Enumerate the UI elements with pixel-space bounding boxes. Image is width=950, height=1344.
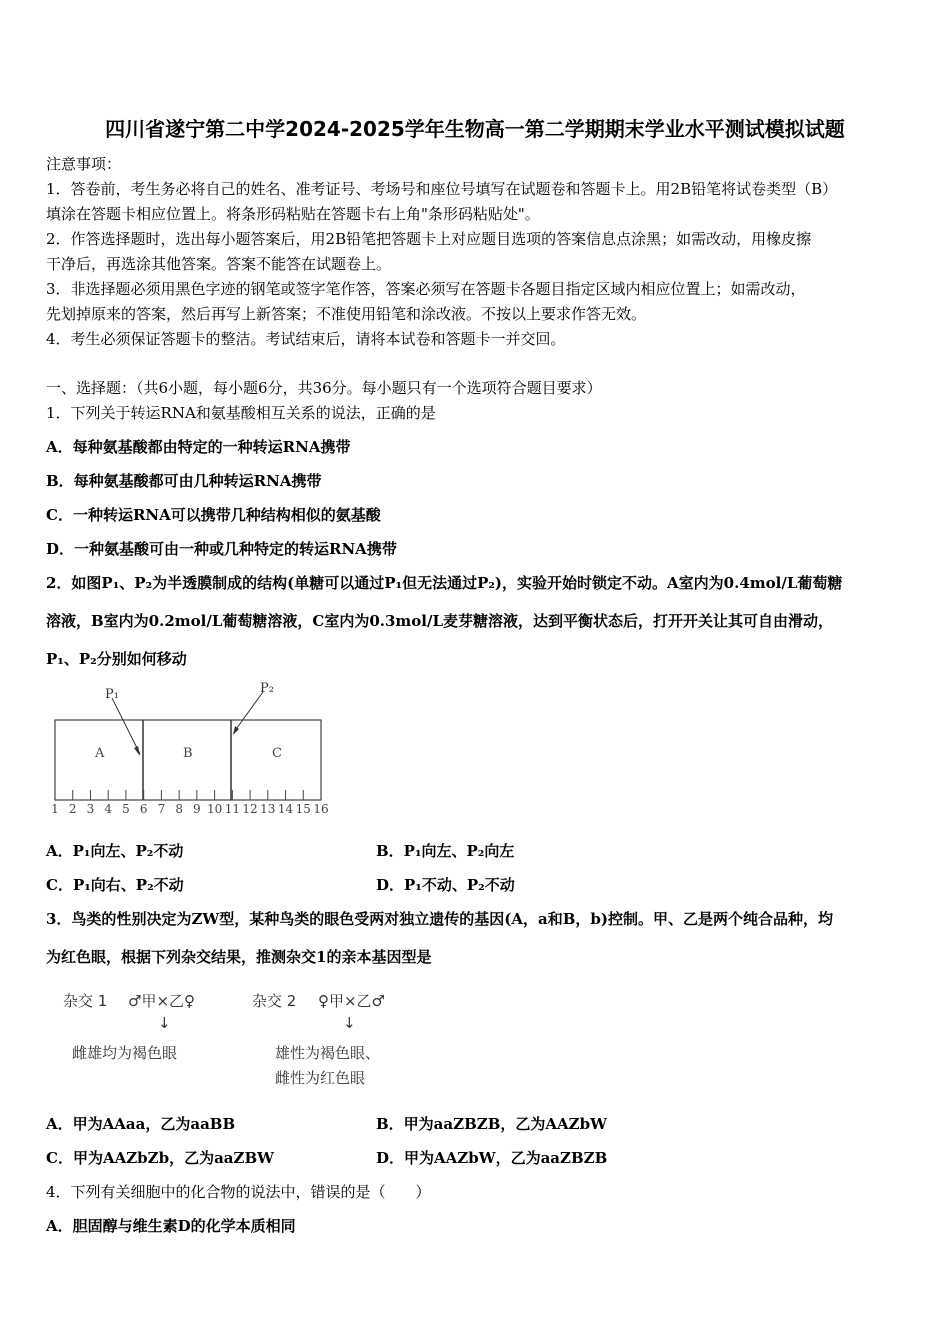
ruler-tick-label: 2: [68, 802, 77, 815]
question-stem: 2．如图P₁、P₂为半透膜制成的结构(单糖可以通过P₁但无法通过P₂)，实验开始时锁定不动。A室内为0.4mol/L葡萄糖: [46, 574, 843, 592]
notice-line: 干净后，再选涂其他答案。答案不能答在试题卷上。: [46, 255, 392, 273]
ruler-tick-label: 9: [193, 802, 201, 815]
question-stem: P₁、P₂分别如何移动: [46, 650, 187, 668]
chamber-a-label: A: [95, 746, 105, 761]
section-heading: 一、选择题：（共6小题，每小题6分，共36分。每小题只有一个选项符合题目要求）: [46, 379, 602, 397]
p1-label: P₁: [105, 687, 119, 702]
ruler-tick-label: 10: [206, 802, 223, 815]
p2-arrowhead: [233, 726, 239, 735]
page-title: 四川省遂宁第二中学2024-2025学年生物高一第二学期期末学业水平测试模拟试题: [105, 117, 845, 141]
question-stem: 溶液，B室内为0.2mol/L葡萄糖溶液，C室内为0.3mol/L麦芽糖溶液，达到平衡状态后，打开开关让其可自由滑动，: [46, 612, 834, 630]
cross2-result: 雌性为红色眼: [275, 1069, 366, 1087]
notice-line: 1．答卷前，考生务必将自己的姓名、准考证号、考场号和座位号填写在试题卷和答题卡上。用2B铅笔将试卷类型（B）: [46, 180, 838, 198]
cross2-result: 雄性为褐色眼、: [275, 1044, 381, 1062]
chamber-b-label: B: [183, 746, 193, 761]
option-d: D．一种氨基酸可由一种或几种特定的转运RNA携带: [46, 540, 397, 558]
option-d: D．P₁不动、P₂不动: [376, 876, 515, 894]
notice-line: 先划掉原来的答案，然后再写上新答案；不准使用铅笔和涂改液。不按以上要求作答无效。: [46, 305, 647, 323]
option-b: B．P₁向左、P₂向左: [376, 842, 515, 860]
p2-pointer: [234, 692, 263, 732]
option-a: A．胆固醇与维生素D的化学本质相同: [46, 1217, 296, 1235]
p1-arrowhead: [134, 746, 140, 756]
ruler-tick-label: 8: [175, 802, 183, 815]
ruler-tick-label: 15: [295, 802, 311, 815]
osmosis-chamber-figure: [50, 680, 340, 815]
question-stem: 1．下列关于转运RNA和氨基酸相互关系的说法，正确的是: [46, 404, 436, 422]
option-c: C．P₁向右、P₂不动: [46, 876, 184, 894]
cross2-label: 杂交 2: [252, 992, 297, 1010]
question-stem: 3．鸟类的性别决定为ZW型，某种鸟类的眼色受两对独立遗传的基因(A，a和B，b)控制。甲、乙是两个纯合品种，均: [46, 910, 833, 928]
notice-line: 2．作答选择题时，选出每小题答案后，用2B铅笔把答题卡上对应题目选项的答案信息点涂黑；如需改动，用橡皮擦: [46, 230, 812, 248]
cross1-parents: ♂甲×乙♀: [128, 992, 196, 1010]
ruler-tick-label: 13: [260, 802, 276, 815]
option-a: A．P₁向左、P₂不动: [46, 842, 184, 860]
question-stem: 4．下列有关细胞中的化合物的说法中，错误的是（ ）: [46, 1183, 431, 1201]
p1-pointer: [112, 698, 140, 754]
ruler-tick-label: 4: [104, 802, 113, 815]
notice-heading: 注意事项：: [46, 155, 122, 173]
option-d: D．甲为AAZbW，乙为aaZBZB: [376, 1149, 608, 1167]
cross1-result: 雌雄均为褐色眼: [72, 1044, 178, 1062]
cross1-label: 杂交 1: [63, 992, 108, 1010]
ruler-ticks: [51, 790, 328, 815]
ruler-tick-label: 12: [242, 802, 258, 815]
option-c: C．一种转运RNA可以携带几种结构相似的氨基酸: [46, 506, 381, 524]
ruler-tick-label: 7: [157, 802, 166, 815]
notice-line: 填涂在答题卡相应位置上。将条形码粘贴在答题卡右上角"条形码粘贴处"。: [46, 205, 540, 223]
option-b: B．甲为aaZBZB，乙为AAZbW: [376, 1115, 607, 1133]
notice-line: 4．考生必须保证答题卡的整洁。考试结束后，请将本试卷和答题卡一并交回。: [46, 330, 566, 348]
option-a: A．甲为AAaa，乙为aaBB: [46, 1115, 236, 1133]
down-arrow-icon: ↓: [158, 1014, 171, 1032]
ruler-tick-label: 6: [139, 802, 148, 815]
ruler-tick-label: 5: [122, 802, 130, 815]
ruler-tick-label: 1: [51, 802, 59, 815]
chamber-c-label: C: [272, 746, 282, 761]
cross2-parents: ♀甲×乙♂: [318, 992, 386, 1010]
question-stem: 为红色眼，根据下列杂交结果，推测杂交1的亲本基因型是: [46, 948, 432, 966]
ruler-tick-label: 14: [277, 802, 294, 815]
down-arrow-icon: ↓: [343, 1014, 356, 1032]
notice-line: 3．非选择题必须用黑色字迹的钢笔或签字笔作答，答案必须写在答题卡各题目指定区域内相应位置上；如需改动，: [46, 280, 806, 298]
ruler-tick-label: 3: [86, 802, 95, 815]
option-b: B．每种氨基酸都可由几种转运RNA携带: [46, 472, 322, 490]
ruler-tick-label: 11: [224, 802, 240, 815]
option-a: A．每种氨基酸都由特定的一种转运RNA携带: [46, 438, 351, 456]
option-c: C．甲为AAZbZb，乙为aaZBW: [46, 1149, 275, 1167]
ruler-tick-label: 16: [313, 802, 329, 815]
p2-label: P₂: [260, 681, 274, 696]
